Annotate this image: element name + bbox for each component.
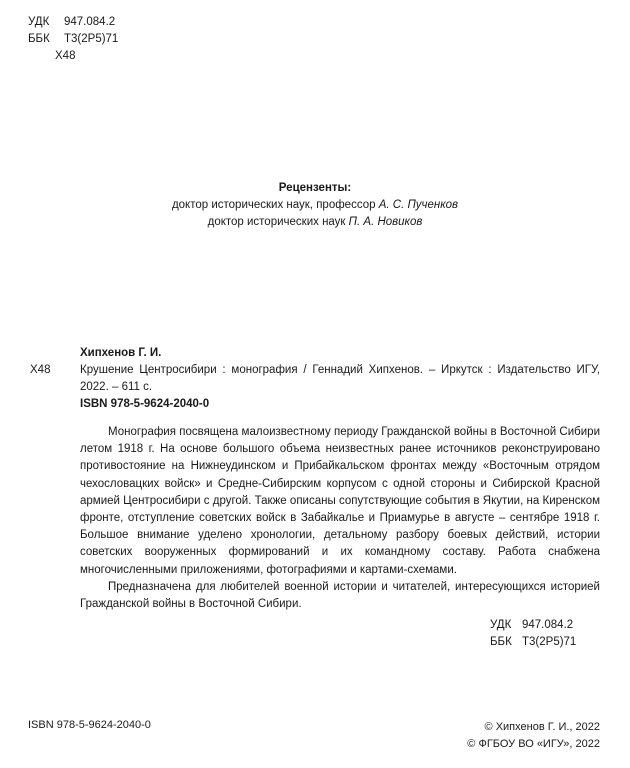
reviewers-block <box>0 180 630 231</box>
classification-bottom <box>490 617 576 651</box>
annotation-paragraph-2: Предназначена для любителей военной истории и читателей, интересующихся историей Гражданской войны в Восточной Сибири. <box>80 580 600 611</box>
annotation <box>80 424 600 613</box>
udk-row <box>28 14 118 31</box>
reviewer-1-name: А. С. Пученков <box>378 199 459 211</box>
record-description: Крушение Центросибири : монография / Геннадий Хипхенов. – Иркутск : Издательство ИГУ, 2022. – 611 с. <box>80 364 600 393</box>
record-description-row <box>30 362 600 396</box>
bbk-row <box>28 31 118 48</box>
bottom-bbk-row <box>490 634 576 651</box>
bibliographic-record <box>30 345 600 413</box>
copyright-publisher: © ФГБОУ ВО «ИГУ», 2022 <box>467 738 600 750</box>
bbk-value: Т3(2Р5)71 <box>64 33 119 45</box>
footer-isbn: ISBN 978-5-9624-2040-0 <box>28 719 151 731</box>
reviewers-heading: Рецензенты: <box>278 182 352 194</box>
bottom-udk-value: 947.084.2 <box>522 619 574 631</box>
udk-label: УДК <box>28 16 50 28</box>
reviewer-2-name: П. А. Новиков <box>348 216 423 228</box>
udk-value: 947.084.2 <box>64 16 116 28</box>
annotation-paragraph-1: Монография посвящена малоизвестному периоду Гражданской войны в Восточной Сибири летом 1918 г. На основе большого объема неизвестных ранее источников реконструировано противостояние на Нижнеудинском и Прибайкальском фронтах между «Восточным отрядом чехословацких войск» и Средне-Сибирским корпусом с одной стороны и Сибирской Красной армией Центросибири с другой. Также описаны сопутствующие события в Якутии, на Киренском фронте, отступление советских войск в Забайкалье и Приамурье в августе – сентябре 1918 г. Большое внимание уделено хронологии, детальному разбору боевых действий, истории советских вооруженных формирований и их командному составу. Работа снабжена многочисленными приложениями, фотографиями и картами-схемами. <box>80 426 600 576</box>
reviewer-2-title: доктор исторических наук <box>207 216 346 228</box>
record-author: Хипхенов Г. И. <box>80 347 162 359</box>
classification-top <box>28 14 118 65</box>
copyright-author: © Хипхенов Г. И., 2022 <box>484 721 600 733</box>
bottom-udk-row <box>490 617 576 634</box>
footer-copyright <box>467 719 600 753</box>
author-mark: Х48 <box>55 50 76 62</box>
bbk-label: ББК <box>28 33 50 45</box>
bottom-udk-label: УДК <box>490 619 512 631</box>
record-isbn: ISBN 978-5-9624-2040-0 <box>80 398 210 410</box>
reviewer-2 <box>0 214 630 231</box>
bottom-bbk-value: Т3(2Р5)71 <box>522 636 577 648</box>
reviewer-1 <box>0 197 630 214</box>
bottom-bbk-label: ББК <box>490 636 512 648</box>
record-author-mark: Х48 <box>30 364 51 376</box>
reviewer-1-title: доктор исторических наук, профессор <box>171 199 376 211</box>
